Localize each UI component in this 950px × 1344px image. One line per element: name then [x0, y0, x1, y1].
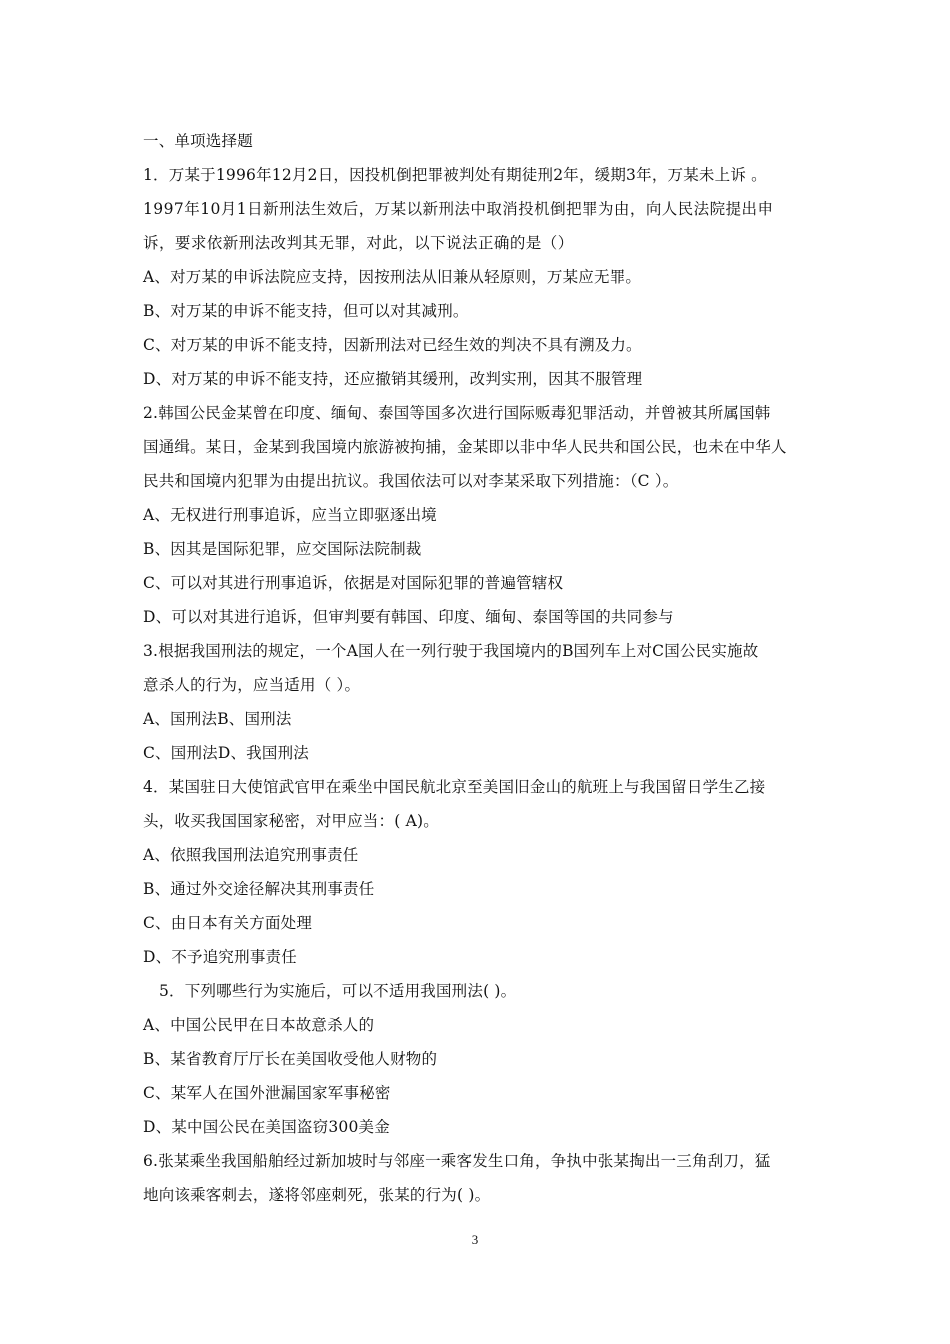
- question-3-option-cd: C、国刑法D、我国刑法: [143, 744, 309, 762]
- question-5-stem: 5．下列哪些行为实施后，可以不适用我国刑法( )。: [159, 982, 517, 1000]
- question-1-option-c: C、对万某的申诉不能支持，因新刑法对已经生效的判决不具有溯及力。: [143, 336, 642, 354]
- question-3-stem-line-1: 3.根据我国刑法的规定，一个A国人在一列行驶于我国境内的B国列车上对C国公民实施故: [143, 642, 759, 660]
- page-content: [143, 124, 815, 1212]
- question-4-option-c: C、由日本有关方面处理: [143, 914, 313, 932]
- question-5-option-b: B、某省教育厅厅长在美国收受他人财物的: [143, 1050, 438, 1068]
- question-1-option-a: A、对万某的申诉法院应支持，因按刑法从旧兼从轻原则，万某应无罪。: [143, 268, 642, 286]
- question-2-stem-line-2: 国通缉。某日，金某到我国境内旅游被拘捕，金某即以非中华人民共和国公民，也未在中华人: [143, 438, 787, 456]
- page-number: 3: [471, 1232, 479, 1247]
- question-2-option-b: B、因其是国际犯罪，应交国际法院制裁: [143, 540, 422, 558]
- question-1-option-d: D、对万某的申诉不能支持，还应撤销其缓刑，改判实刑，因其不服管理: [143, 370, 643, 388]
- question-1-option-b: B、对万某的申诉不能支持，但可以对其减刑。: [143, 302, 469, 320]
- question-2-option-a: A、无权进行刑事追诉，应当立即驱逐出境: [143, 506, 437, 524]
- question-6-stem-line-1: 6.张某乘坐我国船舶经过新加坡时与邻座一乘客发生口角，争执中张某掏出一三角刮刀，猛: [143, 1152, 771, 1170]
- question-4-stem-line-2: 头，收买我国国家秘密，对甲应当：( A)。: [143, 812, 439, 830]
- question-5-option-c: C、某军人在国外泄漏国家军事秘密: [143, 1084, 391, 1102]
- question-5-option-d: D、某中国公民在美国盗窃300美金: [143, 1118, 390, 1136]
- question-2-stem-line-1: 2.韩国公民金某曾在印度、缅甸、泰国等国多次进行国际贩毒犯罪活动，并曾被其所属国韩: [143, 404, 771, 422]
- question-1-stem-line-1: 1．万某于1996年12月2日，因投机倒把罪被判处有期徒刑2年，缓期3年，万某未上诉 。: [143, 166, 767, 184]
- question-4-stem-line-1: 4．某国驻日大使馆武官甲在乘坐中国民航北京至美国旧金山的航班上与我国留日学生乙接: [143, 778, 766, 796]
- question-3-stem-line-2: 意杀人的行为，应当适用（ ）。: [143, 676, 361, 694]
- section-title: 一、单项选择题: [143, 132, 253, 150]
- question-1-stem-line-2: 1997年10月1日新刑法生效后，万某以新刑法中取消投机倒把罪为由，向人民法院提出申: [143, 200, 774, 218]
- question-4-option-b: B、通过外交途径解决其刑事责任: [143, 880, 375, 898]
- question-4-option-d: D、不予追究刑事责任: [143, 948, 297, 966]
- question-4-option-a: A、依照我国刑法追究刑事责任: [143, 846, 359, 864]
- question-2-option-d: D、可以对其进行追诉，但审判要有韩国、印度、缅甸、泰国等国的共同参与: [143, 608, 674, 626]
- question-5-option-a: A、中国公民甲在日本故意杀人的: [143, 1016, 375, 1034]
- question-3-option-ab: A、国刑法B、国刑法: [143, 710, 292, 728]
- question-1-stem-line-3: 诉，要求依新刑法改判其无罪，对此，以下说法正确的是（）: [143, 234, 574, 252]
- question-2-option-c: C、可以对其进行刑事追诉，依据是对国际犯罪的普遍管辖权: [143, 574, 564, 592]
- question-2-stem-line-3: 民共和国境内犯罪为由提出抗议。我国依法可以对李某采取下列措施：（C ）。: [143, 472, 679, 490]
- question-6-stem-line-2: 地向该乘客刺去，遂将邻座刺死，张某的行为( )。: [143, 1186, 491, 1204]
